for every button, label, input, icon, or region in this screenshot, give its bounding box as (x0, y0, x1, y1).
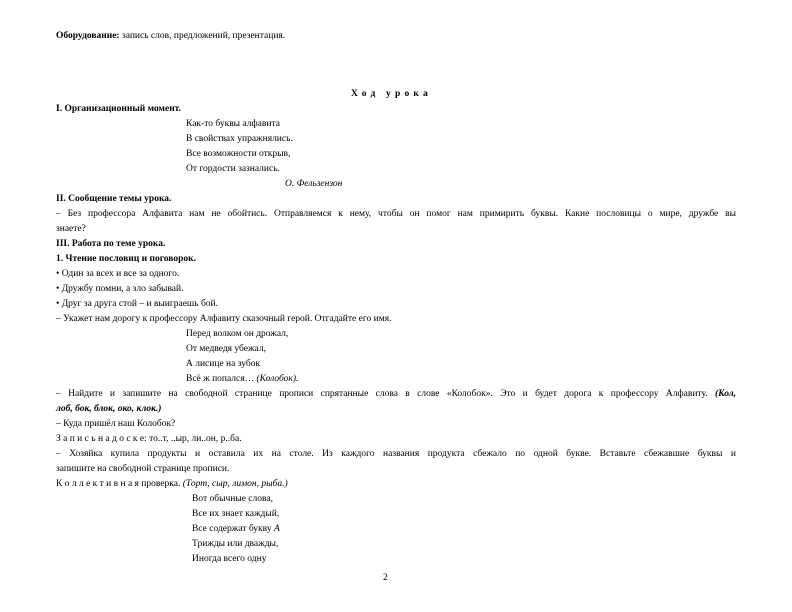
riddle-line: От медведя убежал, (186, 344, 266, 354)
lesson-title: Ход урока (351, 89, 432, 99)
proverb-item: • Один за всех и все за одного. (56, 269, 180, 279)
poem1-line: Все возможности открыв, (186, 149, 291, 159)
poem2-letter: А (273, 524, 280, 534)
question-line: – Куда пришёл наш Колобок? (56, 419, 176, 429)
poem1-line: В свойствах упражнялись. (186, 134, 293, 144)
check-answer: (Торт, сыр, лимон, рыба.) (180, 479, 288, 489)
equipment-text: запись слов, предложений, презентация. (119, 31, 286, 41)
poem1-line: Как-то буквы алфавита (186, 119, 280, 129)
section-topic: II. Сообщение темы урока. (56, 194, 172, 204)
poem1-author: О. Фельзензон (285, 179, 343, 189)
poem1-line: От гордости зазнались. (186, 164, 280, 174)
poem2-line (192, 522, 280, 537)
section-org-moment: I. Организационный момент. (56, 104, 182, 114)
proverb-item: • Дружбу помни, а зло забывай. (56, 284, 184, 294)
find-words-line (56, 387, 736, 402)
topic-text-line: – Без профессора Алфавита нам не обойтись. Отправляемся к нему, чтобы он помог нам примирить буквы. Какие пословицы о мире, дружбе вы (56, 209, 736, 219)
proverb-item: • Друг за друга стой – и выиграешь бой. (56, 299, 219, 309)
poem2-line-text: Все содержат букву (192, 524, 272, 534)
section-reading: 1. Чтение пословиц и поговорок. (56, 254, 196, 264)
equipment-label: Оборудование: (56, 31, 120, 41)
board-text: то..т, ..ыр, ли..он, р..ба. (146, 434, 242, 444)
check-line (56, 477, 288, 492)
riddle-line: А лисице на зубок (186, 359, 261, 369)
board-label: З а п и с ь н а д о с к е: (56, 434, 147, 444)
poem2-line: Иногда всего одну (192, 554, 267, 564)
hero-intro: – Укажет нам дорогу к профессору Алфавиту сказочный герой. Отгадайте его имя. (56, 314, 392, 324)
topic-text-line: знаете? (56, 224, 86, 234)
riddle-line (186, 372, 298, 387)
riddle-answer: (Колобок). (254, 374, 299, 384)
find-words-text: – Найдите и запишите на свободной странице прописи спрятанные слова в слове «Колобок». Это и будет дорога к профессору Алфавиту. (56, 389, 708, 399)
hostess-line: – Хозяйка купила продукты и оставила их на столе. Из каждого названия продукта сбежало по одной букве. Вставьте сбежавшие буквы и (56, 449, 736, 459)
equipment-line (56, 29, 285, 44)
poem2-line: Трижды или дважды, (192, 539, 279, 549)
board-line (56, 432, 242, 447)
page-number: 2 (383, 573, 388, 583)
section-work: III. Работа по теме урока. (56, 239, 166, 249)
poem2-line: Вот обычные слова, (192, 494, 273, 504)
find-words-answer-cont: лоб, бок, блок, око, клок.) (56, 404, 162, 414)
check-label: К о л л е к т и в н а я (56, 479, 139, 489)
hostess-line: запишите на свободной странице прописи. (56, 464, 230, 474)
poem2-line: Все их знает каждый, (192, 509, 280, 519)
check-text: проверка. (138, 479, 181, 489)
find-words-answer: (Кол, (707, 389, 736, 399)
riddle-last-line: Всё ж попался… (186, 374, 255, 384)
riddle-line: Перед волком он дрожал, (186, 329, 289, 339)
